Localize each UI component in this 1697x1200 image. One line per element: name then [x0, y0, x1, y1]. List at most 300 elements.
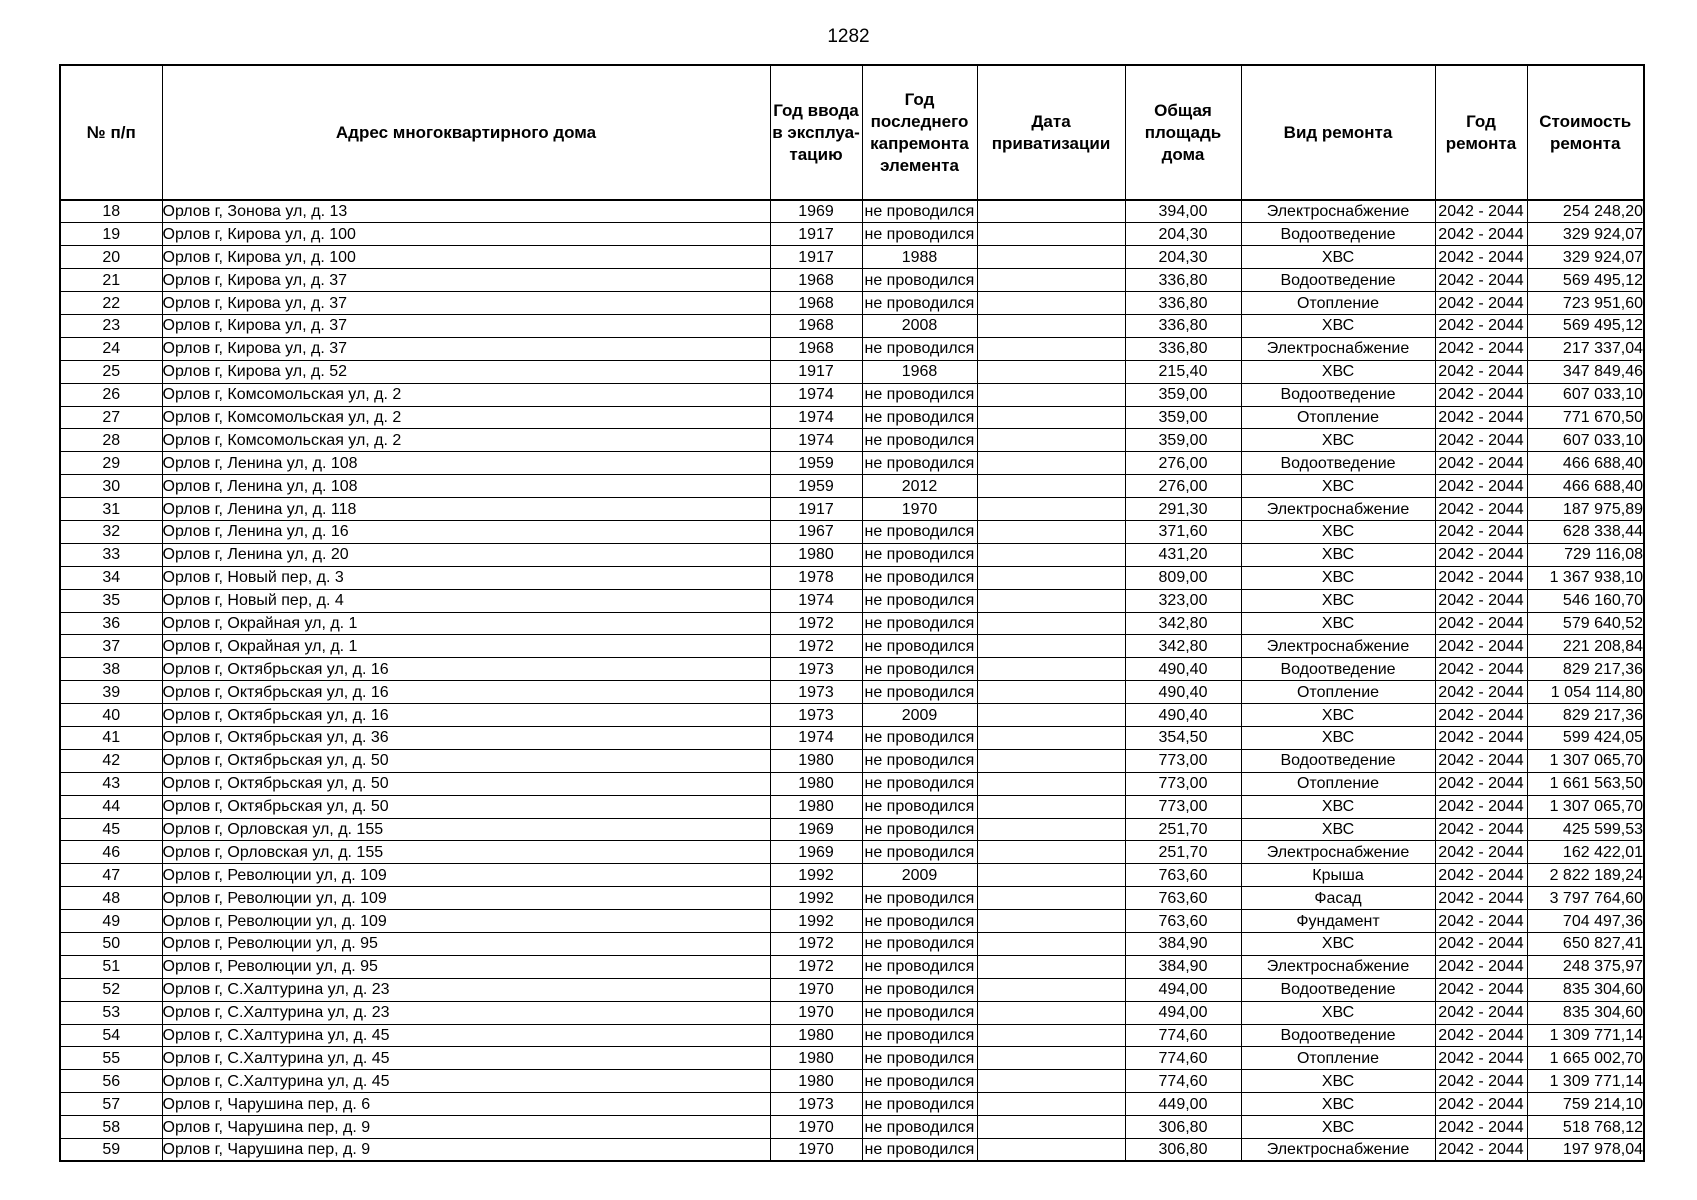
table-row: [60, 841, 1644, 864]
cell-last-repair-year: 1970: [862, 498, 977, 521]
table-row: [60, 452, 1644, 475]
cell-repair-cost: 607 033,10: [1527, 429, 1644, 452]
table-row: [60, 681, 1644, 704]
cell-repair-cost: 569 495,12: [1527, 314, 1644, 337]
cell-repair-type: Отопление: [1241, 772, 1435, 795]
cell-repair-year: 2042 - 2044: [1435, 612, 1527, 635]
cell-num: 57: [60, 1093, 162, 1116]
cell-privatization-date: [977, 795, 1125, 818]
cell-last-repair-year: не проводился: [862, 658, 977, 681]
cell-last-repair-year: не проводился: [862, 772, 977, 795]
cell-privatization-date: [977, 726, 1125, 749]
cell-repair-type: ХВС: [1241, 704, 1435, 727]
cell-repair-year: 2042 - 2044: [1435, 1116, 1527, 1139]
cell-num: 44: [60, 795, 162, 818]
cell-num: 27: [60, 406, 162, 429]
cell-repair-year: 2042 - 2044: [1435, 406, 1527, 429]
header-total-area: Общая площадь дома: [1125, 65, 1241, 200]
cell-repair-type: Электроснабжение: [1241, 498, 1435, 521]
cell-repair-cost: 1 307 065,70: [1527, 795, 1644, 818]
cell-repair-year: 2042 - 2044: [1435, 635, 1527, 658]
cell-repair-year: 2042 - 2044: [1435, 955, 1527, 978]
table-row: [60, 543, 1644, 566]
cell-num: 48: [60, 887, 162, 910]
cell-last-repair-year: не проводился: [862, 612, 977, 635]
cell-address: Орлов г, Ленина ул, д. 108: [162, 452, 770, 475]
cell-last-repair-year: не проводился: [862, 200, 977, 223]
cell-num: 38: [60, 658, 162, 681]
cell-repair-year: 2042 - 2044: [1435, 1093, 1527, 1116]
cell-privatization-date: [977, 749, 1125, 772]
table-row: [60, 864, 1644, 887]
page-number: 1282: [827, 26, 870, 47]
cell-year-commissioned: 1917: [770, 246, 862, 269]
cell-address: Орлов г, Ленина ул, д. 20: [162, 543, 770, 566]
cell-year-commissioned: 1980: [770, 749, 862, 772]
cell-repair-year: 2042 - 2044: [1435, 452, 1527, 475]
cell-total-area: 494,00: [1125, 978, 1241, 1001]
cell-repair-cost: 248 375,97: [1527, 955, 1644, 978]
cell-total-area: 276,00: [1125, 475, 1241, 498]
cell-repair-year: 2042 - 2044: [1435, 292, 1527, 315]
cell-address: Орлов г, С.Халтурина ул, д. 23: [162, 1001, 770, 1024]
cell-repair-year: 2042 - 2044: [1435, 429, 1527, 452]
cell-repair-cost: 628 338,44: [1527, 520, 1644, 543]
cell-last-repair-year: не проводился: [862, 726, 977, 749]
cell-repair-type: Водоотведение: [1241, 223, 1435, 246]
cell-year-commissioned: 1917: [770, 360, 862, 383]
cell-total-area: 490,40: [1125, 658, 1241, 681]
cell-privatization-date: [977, 772, 1125, 795]
header-repair-cost: Стоимость ремонта: [1527, 65, 1644, 200]
cell-year-commissioned: 1968: [770, 269, 862, 292]
cell-repair-type: Электроснабжение: [1241, 337, 1435, 360]
cell-address: Орлов г, Октябрьская ул, д. 50: [162, 749, 770, 772]
cell-address: Орлов г, Окрайная ул, д. 1: [162, 612, 770, 635]
cell-repair-cost: 1 309 771,14: [1527, 1024, 1644, 1047]
cell-privatization-date: [977, 1093, 1125, 1116]
cell-repair-year: 2042 - 2044: [1435, 681, 1527, 704]
cell-num: 53: [60, 1001, 162, 1024]
cell-privatization-date: [977, 658, 1125, 681]
cell-year-commissioned: 1978: [770, 566, 862, 589]
cell-num: 23: [60, 314, 162, 337]
cell-num: 41: [60, 726, 162, 749]
cell-repair-type: ХВС: [1241, 475, 1435, 498]
cell-total-area: 490,40: [1125, 704, 1241, 727]
cell-repair-year: 2042 - 2044: [1435, 1139, 1527, 1162]
cell-repair-type: Водоотведение: [1241, 452, 1435, 475]
cell-year-commissioned: 1959: [770, 475, 862, 498]
cell-repair-cost: 569 495,12: [1527, 269, 1644, 292]
cell-num: 35: [60, 589, 162, 612]
table-row: [60, 200, 1644, 223]
cell-last-repair-year: не проводился: [862, 749, 977, 772]
cell-repair-type: Отопление: [1241, 681, 1435, 704]
cell-year-commissioned: 1974: [770, 429, 862, 452]
cell-address: Орлов г, Кирова ул, д. 100: [162, 223, 770, 246]
cell-repair-type: Водоотведение: [1241, 269, 1435, 292]
cell-repair-type: ХВС: [1241, 589, 1435, 612]
table-row: [60, 383, 1644, 406]
cell-repair-year: 2042 - 2044: [1435, 978, 1527, 1001]
cell-repair-type: Водоотведение: [1241, 749, 1435, 772]
cell-total-area: 774,60: [1125, 1047, 1241, 1070]
cell-year-commissioned: 1973: [770, 658, 862, 681]
cell-total-area: 354,50: [1125, 726, 1241, 749]
cell-privatization-date: [977, 498, 1125, 521]
cell-year-commissioned: 1970: [770, 1139, 862, 1162]
cell-total-area: 774,60: [1125, 1070, 1241, 1093]
header-privatization-date: Дата приватизации: [977, 65, 1125, 200]
table-row: [60, 429, 1644, 452]
cell-total-area: 773,00: [1125, 772, 1241, 795]
cell-address: Орлов г, Октябрьская ул, д. 36: [162, 726, 770, 749]
table-row: [60, 955, 1644, 978]
cell-repair-cost: 1 661 563,50: [1527, 772, 1644, 795]
table-row: [60, 1116, 1644, 1139]
cell-privatization-date: [977, 1139, 1125, 1162]
cell-last-repair-year: не проводился: [862, 887, 977, 910]
cell-repair-cost: 466 688,40: [1527, 452, 1644, 475]
table-body: [60, 200, 1644, 1161]
cell-total-area: 773,00: [1125, 749, 1241, 772]
cell-total-area: 809,00: [1125, 566, 1241, 589]
cell-last-repair-year: 2009: [862, 704, 977, 727]
cell-total-area: 204,30: [1125, 246, 1241, 269]
table-row: [60, 795, 1644, 818]
cell-total-area: 204,30: [1125, 223, 1241, 246]
table-header-row: [60, 65, 1644, 200]
cell-repair-type: ХВС: [1241, 314, 1435, 337]
cell-repair-cost: 829 217,36: [1527, 704, 1644, 727]
cell-address: Орлов г, С.Халтурина ул, д. 45: [162, 1070, 770, 1093]
cell-privatization-date: [977, 223, 1125, 246]
cell-last-repair-year: не проводился: [862, 635, 977, 658]
cell-privatization-date: [977, 452, 1125, 475]
cell-total-area: 336,80: [1125, 314, 1241, 337]
cell-num: 20: [60, 246, 162, 269]
cell-year-commissioned: 1974: [770, 383, 862, 406]
cell-last-repair-year: не проводился: [862, 933, 977, 956]
table-row: [60, 360, 1644, 383]
cell-repair-type: ХВС: [1241, 246, 1435, 269]
cell-privatization-date: [977, 1116, 1125, 1139]
table-row: [60, 406, 1644, 429]
table-row: [60, 589, 1644, 612]
cell-privatization-date: [977, 383, 1125, 406]
cell-repair-cost: 723 951,60: [1527, 292, 1644, 315]
cell-last-repair-year: не проводился: [862, 383, 977, 406]
table-row: [60, 1070, 1644, 1093]
cell-last-repair-year: не проводился: [862, 910, 977, 933]
cell-repair-type: Водоотведение: [1241, 658, 1435, 681]
cell-address: Орлов г, Кирова ул, д. 37: [162, 337, 770, 360]
cell-last-repair-year: не проводился: [862, 818, 977, 841]
cell-privatization-date: [977, 818, 1125, 841]
cell-last-repair-year: не проводился: [862, 566, 977, 589]
cell-privatization-date: [977, 1070, 1125, 1093]
cell-last-repair-year: не проводился: [862, 955, 977, 978]
cell-privatization-date: [977, 200, 1125, 223]
cell-repair-cost: 1 309 771,14: [1527, 1070, 1644, 1093]
header-repair-year: Год ремонта: [1435, 65, 1527, 200]
cell-last-repair-year: не проводился: [862, 841, 977, 864]
cell-last-repair-year: 2008: [862, 314, 977, 337]
cell-num: 46: [60, 841, 162, 864]
cell-repair-year: 2042 - 2044: [1435, 772, 1527, 795]
cell-repair-year: 2042 - 2044: [1435, 1047, 1527, 1070]
table-row: [60, 978, 1644, 1001]
cell-last-repair-year: не проводился: [862, 681, 977, 704]
cell-repair-year: 2042 - 2044: [1435, 520, 1527, 543]
table-row: [60, 1047, 1644, 1070]
cell-total-area: 251,70: [1125, 818, 1241, 841]
cell-repair-type: ХВС: [1241, 795, 1435, 818]
cell-last-repair-year: не проводился: [862, 1024, 977, 1047]
cell-last-repair-year: не проводился: [862, 429, 977, 452]
cell-privatization-date: [977, 246, 1125, 269]
cell-num: 47: [60, 864, 162, 887]
cell-last-repair-year: не проводился: [862, 292, 977, 315]
cell-address: Орлов г, Революции ул, д. 109: [162, 910, 770, 933]
cell-repair-year: 2042 - 2044: [1435, 337, 1527, 360]
cell-year-commissioned: 1968: [770, 314, 862, 337]
cell-num: 56: [60, 1070, 162, 1093]
cell-privatization-date: [977, 589, 1125, 612]
cell-address: Орлов г, Чарушина пер, д. 6: [162, 1093, 770, 1116]
cell-total-area: 336,80: [1125, 269, 1241, 292]
cell-repair-type: ХВС: [1241, 1093, 1435, 1116]
cell-num: 22: [60, 292, 162, 315]
cell-address: Орлов г, Октябрьская ул, д. 50: [162, 772, 770, 795]
cell-year-commissioned: 1970: [770, 1001, 862, 1024]
cell-num: 18: [60, 200, 162, 223]
cell-repair-type: ХВС: [1241, 429, 1435, 452]
table-row: [60, 635, 1644, 658]
cell-repair-cost: 835 304,60: [1527, 978, 1644, 1001]
cell-privatization-date: [977, 635, 1125, 658]
cell-num: 51: [60, 955, 162, 978]
cell-address: Орлов г, Комсомольская ул, д. 2: [162, 406, 770, 429]
cell-last-repair-year: не проводился: [862, 1001, 977, 1024]
header-year-commissioned: Год ввода в эксплуа-тацию: [770, 65, 862, 200]
cell-privatization-date: [977, 269, 1125, 292]
cell-address: Орлов г, С.Халтурина ул, д. 45: [162, 1047, 770, 1070]
cell-last-repair-year: 2012: [862, 475, 977, 498]
cell-repair-type: ХВС: [1241, 1070, 1435, 1093]
cell-repair-year: 2042 - 2044: [1435, 933, 1527, 956]
cell-year-commissioned: 1969: [770, 818, 862, 841]
cell-address: Орлов г, Кирова ул, д. 37: [162, 292, 770, 315]
cell-year-commissioned: 1970: [770, 1116, 862, 1139]
cell-total-area: 394,00: [1125, 200, 1241, 223]
cell-repair-year: 2042 - 2044: [1435, 543, 1527, 566]
cell-address: Орлов г, Революции ул, д. 109: [162, 864, 770, 887]
table-row: [60, 475, 1644, 498]
cell-num: 34: [60, 566, 162, 589]
cell-repair-type: ХВС: [1241, 566, 1435, 589]
cell-num: 31: [60, 498, 162, 521]
cell-total-area: 342,80: [1125, 635, 1241, 658]
cell-repair-type: Водоотведение: [1241, 978, 1435, 1001]
cell-repair-cost: 835 304,60: [1527, 1001, 1644, 1024]
header-repair-type: Вид ремонта: [1241, 65, 1435, 200]
cell-last-repair-year: не проводился: [862, 337, 977, 360]
cell-repair-cost: 347 849,46: [1527, 360, 1644, 383]
cell-total-area: 494,00: [1125, 1001, 1241, 1024]
cell-total-area: 342,80: [1125, 612, 1241, 635]
cell-num: 54: [60, 1024, 162, 1047]
cell-year-commissioned: 1980: [770, 1070, 862, 1093]
cell-repair-cost: 254 248,20: [1527, 200, 1644, 223]
cell-num: 43: [60, 772, 162, 795]
cell-num: 29: [60, 452, 162, 475]
cell-num: 28: [60, 429, 162, 452]
cell-year-commissioned: 1980: [770, 1047, 862, 1070]
cell-privatization-date: [977, 429, 1125, 452]
cell-last-repair-year: не проводился: [862, 1093, 977, 1116]
cell-repair-year: 2042 - 2044: [1435, 910, 1527, 933]
cell-repair-cost: 197 978,04: [1527, 1139, 1644, 1162]
cell-repair-year: 2042 - 2044: [1435, 818, 1527, 841]
cell-privatization-date: [977, 955, 1125, 978]
cell-year-commissioned: 1980: [770, 772, 862, 795]
cell-last-repair-year: 1968: [862, 360, 977, 383]
cell-repair-year: 2042 - 2044: [1435, 223, 1527, 246]
cell-total-area: 359,00: [1125, 406, 1241, 429]
table-row: [60, 337, 1644, 360]
cell-num: 25: [60, 360, 162, 383]
cell-total-area: 763,60: [1125, 864, 1241, 887]
cell-address: Орлов г, Ленина ул, д. 118: [162, 498, 770, 521]
cell-num: 45: [60, 818, 162, 841]
table-row: [60, 498, 1644, 521]
cell-privatization-date: [977, 566, 1125, 589]
cell-num: 40: [60, 704, 162, 727]
cell-address: Орлов г, Ленина ул, д. 108: [162, 475, 770, 498]
cell-year-commissioned: 1980: [770, 543, 862, 566]
cell-year-commissioned: 1980: [770, 795, 862, 818]
cell-repair-type: Отопление: [1241, 406, 1435, 429]
cell-total-area: 371,60: [1125, 520, 1241, 543]
cell-repair-cost: 3 797 764,60: [1527, 887, 1644, 910]
table-row: [60, 223, 1644, 246]
cell-num: 36: [60, 612, 162, 635]
cell-last-repair-year: не проводился: [862, 543, 977, 566]
header-num: № п/п: [60, 65, 162, 200]
repair-registry-table: [59, 64, 1645, 1162]
table-row: [60, 726, 1644, 749]
cell-year-commissioned: 1968: [770, 337, 862, 360]
cell-total-area: 215,40: [1125, 360, 1241, 383]
table-row: [60, 704, 1644, 727]
cell-address: Орлов г, Октябрьская ул, д. 50: [162, 795, 770, 818]
cell-address: Орлов г, Чарушина пер, д. 9: [162, 1139, 770, 1162]
cell-privatization-date: [977, 475, 1125, 498]
cell-repair-year: 2042 - 2044: [1435, 360, 1527, 383]
cell-repair-type: ХВС: [1241, 818, 1435, 841]
cell-repair-type: Электроснабжение: [1241, 841, 1435, 864]
cell-address: Орлов г, Чарушина пер, д. 9: [162, 1116, 770, 1139]
cell-repair-cost: 829 217,36: [1527, 658, 1644, 681]
cell-year-commissioned: 1972: [770, 612, 862, 635]
cell-num: 21: [60, 269, 162, 292]
cell-total-area: 251,70: [1125, 841, 1241, 864]
cell-address: Орлов г, С.Халтурина ул, д. 45: [162, 1024, 770, 1047]
cell-privatization-date: [977, 337, 1125, 360]
cell-repair-cost: 425 599,53: [1527, 818, 1644, 841]
cell-privatization-date: [977, 704, 1125, 727]
cell-address: Орлов г, Октябрьская ул, д. 16: [162, 681, 770, 704]
cell-repair-cost: 1 054 114,80: [1527, 681, 1644, 704]
cell-total-area: 323,00: [1125, 589, 1241, 612]
cell-repair-cost: 704 497,36: [1527, 910, 1644, 933]
cell-address: Орлов г, Революции ул, д. 95: [162, 955, 770, 978]
cell-address: Орлов г, Зонова ул, д. 13: [162, 200, 770, 223]
cell-address: Орлов г, Кирова ул, д. 52: [162, 360, 770, 383]
table-row: [60, 612, 1644, 635]
cell-privatization-date: [977, 978, 1125, 1001]
cell-repair-year: 2042 - 2044: [1435, 726, 1527, 749]
cell-address: Орлов г, Орловская ул, д. 155: [162, 841, 770, 864]
cell-address: Орлов г, Революции ул, д. 95: [162, 933, 770, 956]
cell-repair-cost: 650 827,41: [1527, 933, 1644, 956]
cell-repair-year: 2042 - 2044: [1435, 475, 1527, 498]
cell-repair-cost: 759 214,10: [1527, 1093, 1644, 1116]
cell-repair-type: Крыша: [1241, 864, 1435, 887]
cell-repair-type: ХВС: [1241, 520, 1435, 543]
cell-year-commissioned: 1992: [770, 887, 862, 910]
table-row: [60, 910, 1644, 933]
cell-num: 26: [60, 383, 162, 406]
cell-address: Орлов г, Новый пер, д. 4: [162, 589, 770, 612]
table-row: [60, 269, 1644, 292]
cell-total-area: 763,60: [1125, 887, 1241, 910]
cell-num: 37: [60, 635, 162, 658]
cell-total-area: 276,00: [1125, 452, 1241, 475]
cell-address: Орлов г, Комсомольская ул, д. 2: [162, 429, 770, 452]
cell-address: Орлов г, Кирова ул, д. 37: [162, 314, 770, 337]
cell-year-commissioned: 1973: [770, 681, 862, 704]
cell-repair-cost: 729 116,08: [1527, 543, 1644, 566]
table-row: [60, 1139, 1644, 1162]
cell-repair-type: Фасад: [1241, 887, 1435, 910]
cell-privatization-date: [977, 681, 1125, 704]
cell-num: 42: [60, 749, 162, 772]
cell-repair-type: Водоотведение: [1241, 1024, 1435, 1047]
cell-total-area: 306,80: [1125, 1116, 1241, 1139]
cell-num: 30: [60, 475, 162, 498]
cell-year-commissioned: 1969: [770, 841, 862, 864]
header-address: Адрес многоквартирного дома: [162, 65, 770, 200]
cell-repair-year: 2042 - 2044: [1435, 498, 1527, 521]
cell-year-commissioned: 1972: [770, 955, 862, 978]
cell-num: 50: [60, 933, 162, 956]
cell-repair-cost: 1 665 002,70: [1527, 1047, 1644, 1070]
cell-repair-type: Электроснабжение: [1241, 635, 1435, 658]
cell-repair-cost: 221 208,84: [1527, 635, 1644, 658]
cell-last-repair-year: 1988: [862, 246, 977, 269]
cell-repair-year: 2042 - 2044: [1435, 795, 1527, 818]
cell-year-commissioned: 1917: [770, 223, 862, 246]
cell-repair-type: ХВС: [1241, 360, 1435, 383]
cell-address: Орлов г, Октябрьская ул, д. 16: [162, 658, 770, 681]
cell-repair-cost: 518 768,12: [1527, 1116, 1644, 1139]
cell-repair-type: ХВС: [1241, 1116, 1435, 1139]
cell-repair-cost: 162 422,01: [1527, 841, 1644, 864]
cell-num: 55: [60, 1047, 162, 1070]
